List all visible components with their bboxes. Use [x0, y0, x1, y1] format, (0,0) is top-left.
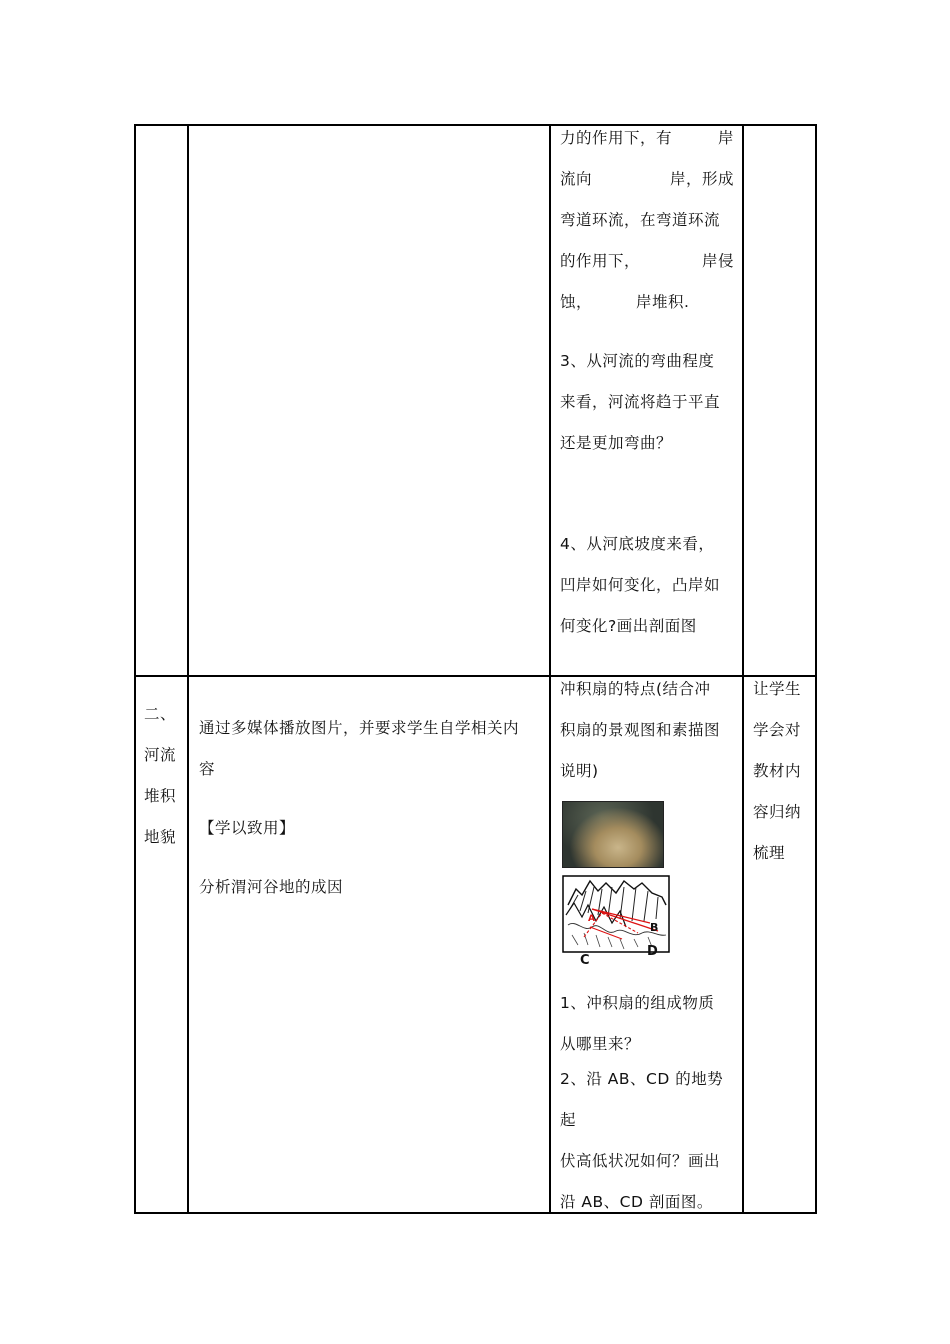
activity-cell	[199, 708, 544, 908]
text-segment: 流向	[560, 170, 593, 188]
text-segment: 蚀，	[560, 293, 593, 311]
section-title-cell	[144, 694, 184, 858]
text-segment: 岸，形成	[669, 170, 734, 188]
apply-task: 分析渭河谷地的成因	[199, 878, 344, 896]
fill-in-line-2	[560, 159, 734, 200]
apply-heading: 【学以致用】	[199, 819, 296, 837]
fig-label-c: C	[580, 953, 590, 968]
question-1-line: 1、冲积扇的组成物质	[560, 994, 715, 1012]
content-intro-line: 说明)	[560, 762, 599, 780]
section-title-line: 地貌	[144, 828, 177, 846]
table-col-divider-1	[187, 124, 189, 1214]
table-border-left	[134, 124, 136, 1214]
question-1-line: 从哪里来？	[560, 1035, 641, 1053]
question-3-line: 来看，河流将趋于平直	[560, 393, 721, 411]
fill-in-line-3	[560, 200, 734, 241]
purpose-line: 梳理	[753, 844, 786, 862]
fig-label-a: A	[588, 914, 595, 924]
section-title-line: 堆积	[144, 787, 177, 805]
question-3-line: 3、从河流的弯曲程度	[560, 352, 715, 370]
fill-in-line-1	[560, 118, 734, 159]
question-4-line: 4、从河底坡度来看，	[560, 535, 715, 553]
text-segment: 岸侵	[701, 252, 734, 270]
text-segment: 力的作用下，有	[560, 129, 673, 147]
question-4-line: 凹岸如何变化，凸岸如	[560, 576, 721, 594]
content-intro-line: 冲积扇的特点(结合冲	[560, 680, 711, 698]
text-segment: 弯道环流，在弯道环流	[560, 211, 721, 229]
purpose-cell	[753, 669, 813, 874]
fig-label-d: D	[647, 944, 658, 959]
table-col-divider-2	[549, 124, 551, 1214]
purpose-line: 容归纳	[753, 803, 802, 821]
question-4-line: 何变化?画出剖面图	[560, 617, 697, 635]
purpose-line: 教材内	[753, 762, 802, 780]
text-segment: 的作用下，	[560, 252, 641, 270]
table-border-right	[815, 124, 817, 1214]
alluvial-fan-sketch	[562, 875, 670, 953]
section-title-line: 河流	[144, 746, 177, 764]
question-3-line: 还是更加弯曲？	[560, 434, 673, 452]
section-title-line: 二、	[144, 705, 177, 723]
fill-in-line-5	[560, 282, 734, 323]
question-2-line: 伏高低状况如何？画出	[560, 1152, 721, 1170]
activity-intro-line: 通过多媒体播放图片，并要求学生自学相关内	[199, 719, 520, 737]
content-intro-line: 积扇的景观图和素描图	[560, 721, 721, 739]
question-2-line: 沿 AB、CD 剖面图。	[560, 1193, 713, 1211]
purpose-line: 学会对	[753, 721, 802, 739]
row1-content-cell	[560, 118, 734, 647]
question-2-line: 2、沿 AB、CD 的地势起	[560, 1070, 724, 1129]
content-questions	[560, 983, 738, 1223]
fill-in-line-4	[560, 241, 734, 282]
content-intro	[560, 669, 738, 792]
text-segment: 岸堆积.	[636, 293, 690, 311]
purpose-line: 让学生	[753, 680, 802, 698]
text-segment: 岸	[717, 129, 734, 147]
fig-label-b: B	[650, 921, 659, 934]
alluvial-fan-landscape-photo	[562, 801, 664, 868]
activity-intro-line: 容	[199, 760, 216, 778]
table-col-divider-3	[742, 124, 744, 1214]
